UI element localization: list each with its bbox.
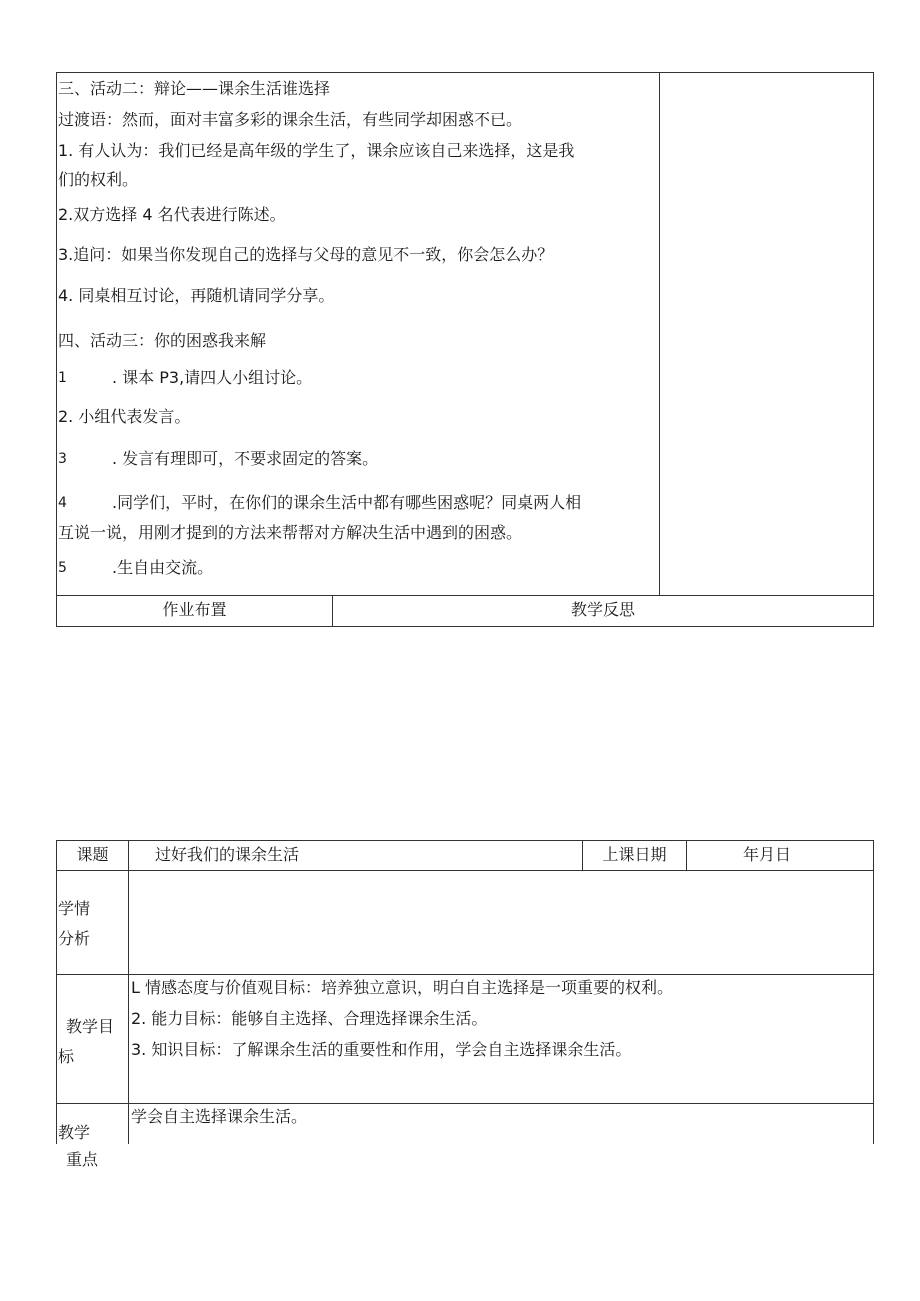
activity3-item-3: . 发言有理即可，不要求固定的答案。: [112, 449, 379, 468]
class-date-label: 上课日期: [602, 845, 667, 864]
activity-item-1-line2: 们的权利。: [58, 170, 139, 189]
table2-row-divider-2: [56, 974, 874, 975]
list-number-1: 1: [58, 370, 67, 386]
activity-item-2: 2.双方选择 4 名代表进行陈述。: [58, 205, 286, 224]
table2-label-column-divider: [128, 840, 129, 1144]
activity-two-heading: 三、活动二：辩论——课余生活谁选择: [58, 79, 331, 98]
activity-item-4: 4. 同桌相互讨论，再随机请同学分享。: [58, 286, 335, 305]
activity3-item-5: .生自由交流。: [112, 558, 214, 577]
transition-text: 过渡语：然而，面对丰富多彩的课余生活，有些同学却困惑不已。: [58, 110, 523, 129]
student-analysis-label-line2: 分析: [58, 929, 91, 948]
goal-ability: 2. 能力目标：能够自主选择、合理选择课余生活。: [131, 1009, 488, 1028]
table2-row-divider-1: [56, 870, 874, 871]
teaching-focus-label-line1: 教学: [58, 1123, 91, 1142]
list-number-3: 3: [58, 451, 67, 467]
activity3-item-4-line1: .同学们，平时，在你们的课余生活中都有哪些困惑呢？同桌两人相: [112, 493, 582, 512]
list-number-4: 4: [58, 495, 67, 511]
table1-inner-divider: [659, 72, 660, 596]
table2-right-border: [873, 840, 874, 1144]
table1-left-border: [56, 72, 57, 627]
teaching-focus-value: 学会自主选择课余生活。: [131, 1107, 308, 1126]
activity3-item-2: 2. 小组代表发言。: [58, 407, 191, 426]
teaching-goals-label-line1: 教学目: [66, 1017, 115, 1036]
activity-three-heading: 四、活动三：你的困惑我来解: [58, 331, 267, 350]
table2-top-border: [56, 840, 874, 841]
goal-emotional: L 情感态度与价值观目标：培养独立意识，明白自主选择是一项重要的权利。: [131, 978, 674, 997]
table1-top-border: [56, 72, 874, 73]
class-date-value: 年月日: [742, 845, 791, 864]
topic-value: 过好我们的课余生活: [155, 845, 300, 864]
table2-date-divider-2: [686, 840, 687, 871]
table1-bottom-border: [56, 626, 874, 627]
table1-right-border: [873, 72, 874, 627]
list-number-5: 5: [58, 560, 67, 576]
homework-label: 作业布置: [162, 600, 227, 619]
table2-left-border: [56, 840, 57, 1144]
activity-item-3: 3.追问：如果当你发现自己的选择与父母的意见不一致，你会怎么办？: [58, 245, 554, 264]
teaching-focus-label-line2: 重点: [66, 1150, 99, 1169]
activity3-item-1: . 课本 P3,请四人小组讨论。: [112, 368, 313, 387]
table1-row-divider: [56, 595, 874, 596]
activity-item-1-line1: 1. 有人认为：我们已经是高年级的学生了，课余应该自己来选择，这是我: [58, 141, 575, 160]
table2-row-divider-3: [56, 1103, 874, 1104]
activity3-item-4-line2: 互说一说，用刚才提到的方法来帮帮对方解决生活中遇到的困惑。: [58, 523, 523, 542]
teaching-goals-label-line2: 标: [58, 1047, 75, 1066]
topic-label: 课题: [76, 845, 109, 864]
reflection-label: 教学反思: [570, 600, 635, 619]
student-analysis-label-line1: 学情: [58, 899, 91, 918]
goal-knowledge: 3. 知识目标：了解课余生活的重要性和作用，学会自主选择课余生活。: [131, 1040, 632, 1059]
